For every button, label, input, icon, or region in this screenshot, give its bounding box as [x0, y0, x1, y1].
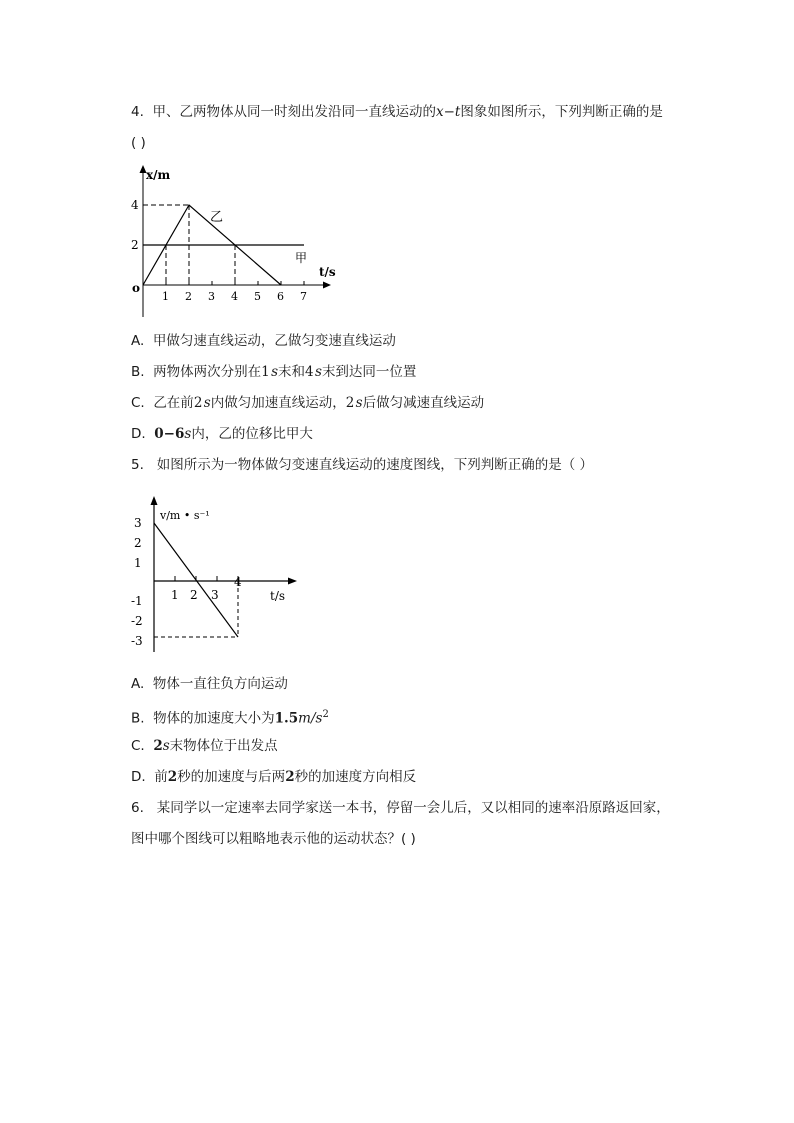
- q4-option-a-text: 甲做匀速直线运动，乙做匀变速直线运动: [152, 333, 396, 349]
- q4-xtick-label-5: 5: [254, 290, 261, 303]
- q5-option-c-text: 末物体位于出发点: [169, 738, 278, 754]
- q4-xtick-label-6: 6: [277, 290, 284, 303]
- q5-xtick-label-2: 2: [190, 588, 198, 602]
- q4-option-c-num-2: 2: [345, 395, 355, 411]
- q4-option-d-text: 内，乙的位移比甲大: [191, 426, 313, 442]
- q4-option-d-letter: D.: [131, 426, 146, 442]
- q5-xtick-label-1: 1: [171, 588, 179, 602]
- q5-option-a-text: 物体一直往负方向运动: [152, 676, 288, 692]
- q5-xtick-label-3: 3: [211, 588, 219, 602]
- q4-option-a[interactable]: [131, 331, 396, 351]
- q5-option-b[interactable]: [131, 705, 329, 729]
- q4-option-b-num-1: 1: [261, 364, 270, 380]
- q5-ytick-label-neg1: -1: [131, 594, 143, 608]
- q5-option-b-value: 1.5: [274, 710, 299, 727]
- q5-stem-text: 如图所示为一物体做匀变速直线运动的速度图线，下列判断正确的是（ ）: [156, 457, 594, 473]
- q5-option-d-text-1: 前: [154, 769, 168, 785]
- q4-option-c[interactable]: [131, 393, 484, 413]
- q4-xtick-label-1: 1: [162, 290, 169, 303]
- q5-number: 5.: [131, 457, 144, 473]
- q5-option-b-text: 物体的加速度大小为: [153, 710, 275, 727]
- q4-origin-label: o: [132, 281, 141, 295]
- q4-ytick-label-2: 2: [131, 238, 139, 252]
- q4-option-b-text-3: 末到达同一位置: [321, 364, 417, 380]
- q4-option-a-letter: A.: [131, 333, 145, 349]
- q4-y-axis-label: x/m: [146, 168, 171, 182]
- q4-stem-math: x−t: [435, 104, 461, 120]
- q5-ytick-label-1: 1: [134, 556, 142, 570]
- q4-option-c-letter: C.: [131, 395, 145, 411]
- q5-option-a-letter: A.: [131, 676, 145, 692]
- q4-option-c-text-2: 内做匀加速直线运动，: [210, 395, 346, 411]
- q4-xt-graph: [125, 160, 345, 322]
- q4-option-d-unit: s: [184, 426, 192, 442]
- q4-xtick-label-4: 4: [231, 290, 238, 303]
- q4-xtick-label-2: 2: [185, 290, 192, 303]
- q4-stem: [131, 102, 663, 122]
- q5-option-a[interactable]: [131, 674, 288, 694]
- q4-option-d[interactable]: [131, 424, 313, 444]
- q4-x-axis-arrow: [323, 282, 331, 289]
- q5-ytick-label-2: 2: [134, 536, 142, 550]
- q5-x-axis-arrow: [288, 578, 297, 585]
- q4-option-b-text-1: 两物体两次分别在: [153, 364, 262, 380]
- q4-stem-text-b: 图象如图所示，下列判断正确的是: [460, 104, 663, 120]
- q4-option-b-unit-1: s: [271, 364, 279, 380]
- q6-stem-line2: 图中哪个图线可以粗略地表示他的运动状态？( ): [131, 831, 416, 847]
- q4-option-c-unit-2: s: [355, 395, 363, 411]
- q5-option-c-unit: s: [162, 738, 170, 754]
- q5-option-d-num-2: 2: [285, 769, 295, 785]
- q4-answer-paren: ( ): [131, 135, 146, 151]
- q4-xtick-label-3: 3: [208, 290, 215, 303]
- q5-y-axis-arrow: [151, 496, 158, 505]
- q5-option-c-letter: C.: [131, 738, 145, 754]
- q5-x-axis-label: t/s: [270, 589, 286, 603]
- q5-vt-graph: [128, 492, 308, 654]
- q5-option-b-exponent: 2: [322, 709, 329, 720]
- q4-series-label-yi: 乙: [210, 210, 224, 225]
- q5-option-c-num: 2: [153, 738, 163, 754]
- q5-ytick-label-neg3: -3: [131, 634, 143, 648]
- q4-xtick-label-7: 7: [300, 290, 307, 303]
- q4-stem-text-a: 甲、乙两物体从同一时刻出发沿同一直线运动的: [152, 104, 436, 120]
- q4-option-c-num-1: 2: [193, 395, 203, 411]
- q5-option-d-num-1: 2: [167, 769, 178, 785]
- q4-series-label-jia: 甲: [295, 251, 308, 265]
- q4-option-b-unit-2: s: [315, 364, 322, 380]
- q4-option-b-num-2: 4: [305, 364, 314, 380]
- q4-option-c-unit-1: s: [203, 395, 211, 411]
- q5-option-d[interactable]: [131, 767, 416, 787]
- q4-option-c-text-3: 后做匀减速直线运动: [362, 395, 485, 411]
- q4-option-b-letter: B.: [131, 364, 145, 380]
- q4-x-axis-label: t/s: [319, 265, 336, 279]
- q4-option-b-text-2: 末和: [278, 364, 306, 380]
- q6-stem-text-1: 某同学以一定速率去同学家送一本书，停留一会儿后，又以相同的速率沿原路返回家，: [156, 800, 670, 816]
- q5-ytick-label-3: 3: [134, 516, 142, 530]
- q4-ytick-label-4: 4: [131, 198, 139, 212]
- q5-velocity-line: [154, 523, 238, 637]
- q4-number: 4.: [131, 104, 144, 120]
- q5-option-b-letter: B.: [131, 710, 145, 727]
- q5-y-axis-label: v/m • s⁻¹: [160, 509, 210, 522]
- q5-option-c[interactable]: [131, 736, 278, 756]
- q4-option-d-math: 0−6: [154, 426, 185, 442]
- q5-stem: [131, 455, 593, 475]
- q6-stem-line1: [131, 798, 670, 818]
- q6-number: 6.: [131, 800, 144, 816]
- q5-option-d-letter: D.: [131, 769, 146, 785]
- q5-xtick-label-4: 4: [234, 575, 242, 589]
- q4-option-c-text-1: 乙在前: [153, 395, 194, 411]
- q5-ytick-label-neg2: -2: [131, 614, 143, 628]
- q5-option-d-text-2: 秒的加速度与后两: [177, 769, 286, 785]
- q4-option-b[interactable]: [131, 362, 416, 382]
- q5-option-b-unit: m/s: [298, 710, 323, 727]
- q5-option-d-text-3: 秒的加速度方向相反: [294, 769, 417, 785]
